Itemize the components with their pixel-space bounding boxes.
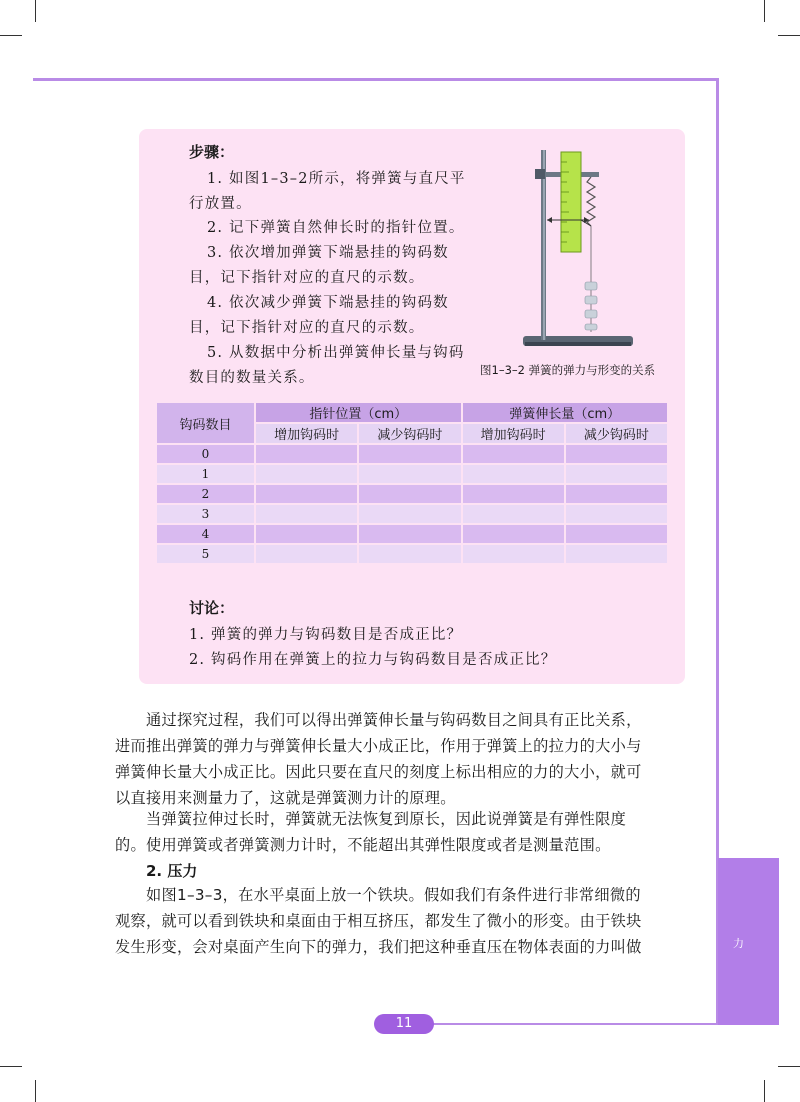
crop-mark bbox=[0, 1066, 22, 1067]
table-cell bbox=[463, 485, 564, 503]
table-row bbox=[157, 465, 667, 483]
discussion-question: 2. 钩码作用在弹簧上的拉力与钩码数目是否成正比？ bbox=[189, 652, 557, 668]
discussion-title: 讨论： bbox=[189, 599, 235, 617]
table-cell bbox=[256, 445, 357, 463]
frame-top-line bbox=[33, 78, 719, 81]
section-title: 2. 压力 bbox=[146, 862, 198, 880]
body-line: 的。使用弹簧或者弹簧测力计时，不能超出其弹性限度或者是测量范围。 bbox=[115, 836, 611, 854]
table-header-pointer-position: 指针位置（cm） bbox=[256, 403, 461, 422]
crop-mark bbox=[35, 1080, 36, 1102]
body-line: 通过探究过程，我们可以得出弹簧伸长量与钩码数目之间具有正比关系， bbox=[146, 711, 642, 729]
table-cell bbox=[566, 465, 667, 483]
body-line: 发生形变，会对桌面产生向下的弹力，我们把这种垂直压在物体表面的力叫做 bbox=[115, 938, 642, 956]
table-cell bbox=[359, 485, 460, 503]
body-line: 当弹簧拉伸过长时，弹簧就无法恢复到原长，因此说弹簧是有弹性限度 bbox=[146, 810, 627, 828]
table-subheader-add: 增加钩码时 bbox=[463, 424, 564, 443]
frame-bottom-line bbox=[430, 1023, 719, 1025]
table-cell bbox=[463, 505, 564, 523]
table-cell bbox=[566, 445, 667, 463]
step-line: 行放置。 bbox=[189, 196, 252, 212]
step-line: 目，记下指针对应的直尺的示数。 bbox=[189, 270, 425, 286]
body-line: 弹簧伸长量大小成正比。因此只要在直尺的刻度上标出相应的力的大小，就可 bbox=[115, 763, 642, 781]
table-cell bbox=[566, 525, 667, 543]
table-row bbox=[157, 505, 667, 523]
table-cell bbox=[463, 465, 564, 483]
body-line: 进而推出弹簧的弹力与弹簧伸长量大小成正比，作用于弹簧上的拉力的大小与 bbox=[115, 737, 642, 755]
data-table bbox=[155, 401, 669, 565]
chapter-side-tab bbox=[718, 858, 779, 1025]
table-cell-count: 3 bbox=[157, 505, 254, 523]
table-cell-count: 4 bbox=[157, 525, 254, 543]
table-cell bbox=[359, 525, 460, 543]
body-line: 观察，就可以看到铁块和桌面由于相互挤压，都发生了微小的形变。由于铁块 bbox=[115, 912, 642, 930]
table-cell bbox=[256, 505, 357, 523]
table-subheader-add: 增加钩码时 bbox=[256, 424, 357, 443]
step-line: 数目的数量关系。 bbox=[189, 370, 315, 386]
page-number: 11 bbox=[374, 1014, 434, 1034]
table-cell bbox=[566, 545, 667, 563]
table-cell bbox=[256, 465, 357, 483]
table-subheader-remove: 减少钩码时 bbox=[359, 424, 460, 443]
table-header-hook-count: 钩码数目 bbox=[157, 403, 254, 443]
step-line: 目，记下指针对应的直尺的示数。 bbox=[189, 320, 425, 336]
table-cell-count: 2 bbox=[157, 485, 254, 503]
step-line: 3. 依次增加弹簧下端悬挂的钩码数 bbox=[207, 245, 449, 261]
crop-mark bbox=[764, 1080, 765, 1102]
body-line: 以直接用来测量力了，这就是弹簧测力计的原理。 bbox=[115, 789, 456, 807]
step-line: 2. 记下弹簧自然伸长时的指针位置。 bbox=[207, 220, 465, 236]
table-cell bbox=[256, 485, 357, 503]
table-row bbox=[157, 485, 667, 503]
table-row bbox=[157, 525, 667, 543]
table-cell-count: 1 bbox=[157, 465, 254, 483]
table-cell bbox=[463, 545, 564, 563]
crop-mark bbox=[0, 35, 22, 36]
crop-mark bbox=[35, 0, 36, 22]
chapter-side-label: 力 bbox=[733, 937, 744, 950]
table-header-spring-extension: 弹簧伸长量（cm） bbox=[463, 403, 668, 422]
table-cell-count: 0 bbox=[157, 445, 254, 463]
table-cell bbox=[256, 545, 357, 563]
table-cell bbox=[359, 445, 460, 463]
figure-caption: 图1–3–2 弹簧的弹力与形变的关系 bbox=[480, 363, 656, 377]
table-row bbox=[157, 545, 667, 563]
table-cell bbox=[256, 525, 357, 543]
table-cell bbox=[566, 485, 667, 503]
table-row bbox=[157, 445, 667, 463]
body-line: 如图1–3–3，在水平桌面上放一个铁块。假如我们有条件进行非常细微的 bbox=[146, 886, 641, 904]
steps-title: 步骤： bbox=[189, 143, 235, 161]
spring-ruler-apparatus-figure bbox=[505, 142, 655, 362]
crop-mark bbox=[778, 35, 800, 36]
table-cell bbox=[463, 445, 564, 463]
table-cell bbox=[359, 505, 460, 523]
step-line: 5. 从数据中分析出弹簧伸长量与钩码 bbox=[207, 345, 465, 361]
table-subheader-remove: 减少钩码时 bbox=[566, 424, 667, 443]
step-line: 1. 如图1–3–2所示，将弹簧与直尺平 bbox=[207, 171, 466, 187]
crop-mark bbox=[778, 1066, 800, 1067]
table-cell bbox=[359, 465, 460, 483]
crop-mark bbox=[764, 0, 765, 22]
table-cell-count: 5 bbox=[157, 545, 254, 563]
discussion-question: 1. 弹簧的弹力与钩码数目是否成正比？ bbox=[189, 627, 463, 643]
table-cell bbox=[359, 545, 460, 563]
table-cell bbox=[566, 505, 667, 523]
table-cell bbox=[463, 525, 564, 543]
step-line: 4. 依次减少弹簧下端悬挂的钩码数 bbox=[207, 295, 449, 311]
